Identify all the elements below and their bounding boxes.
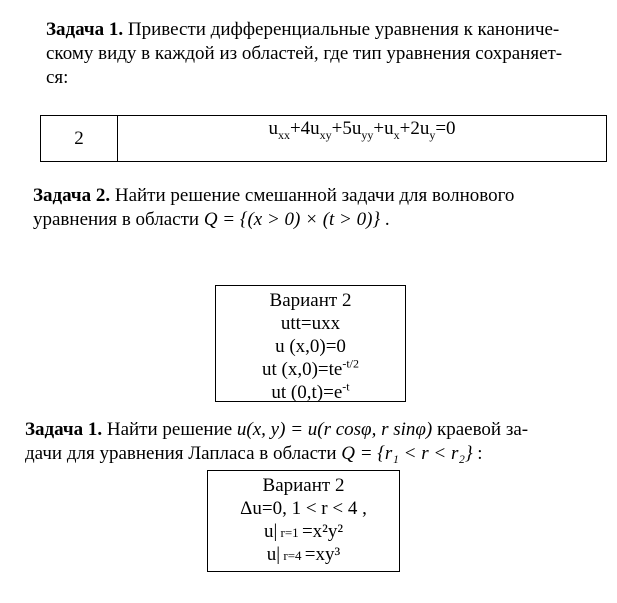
wave-equation: utt=uxx <box>280 313 341 334</box>
sub-xy: xy <box>319 127 332 142</box>
initial-condition-2 <box>216 358 405 381</box>
equation-end: =0 <box>435 118 456 139</box>
task1-line3: ся: <box>46 67 69 88</box>
variant-box-laplace <box>207 470 400 572</box>
task2-label: Задача 2. <box>33 185 111 206</box>
task3-line2: дачи для уравнения Лапласа в области <box>25 443 342 464</box>
task1-label: Задача 1. <box>46 19 124 40</box>
boundary-r4 <box>208 543 399 566</box>
task3-text <box>25 418 585 466</box>
bc-exponent: -t <box>342 379 350 394</box>
br4-rhs: =xy³ <box>304 544 341 565</box>
ic2-base: ut (x,0)=te <box>261 359 343 380</box>
task3-line1: Найти решение <box>102 419 237 440</box>
task3-line2-end: : <box>472 443 483 464</box>
sub-y: y <box>429 127 436 142</box>
br1-cond: r=1 <box>277 525 302 540</box>
boundary-condition <box>216 381 405 404</box>
variant-title: Вариант 2 <box>269 290 352 311</box>
task1-text <box>46 18 576 90</box>
task2-line2: уравнения в области <box>33 209 204 230</box>
variant-number-cell: 2 <box>41 116 118 161</box>
bc-base: ut (0,t)=e <box>271 382 343 403</box>
sub-yy: yy <box>361 127 374 142</box>
equation-term2: +4u <box>289 118 320 139</box>
equation-term4: +u <box>373 118 394 139</box>
task3-label: Задача 1. <box>25 419 103 440</box>
task2-line2-end: . <box>380 209 390 230</box>
initial-condition-1: u (x,0)=0 <box>275 336 346 357</box>
task3-domain-formula: Q = {r₁ < r < r₂} <box>341 443 473 464</box>
task3-solution-formula: u(x, y) = u(r cosφ, r sinφ) <box>236 419 433 440</box>
boundary-r1 <box>208 520 399 543</box>
task3-line1-end: краевой за- <box>432 419 529 440</box>
sub-x: x <box>393 127 400 142</box>
task2-text <box>33 184 589 232</box>
ic2-exponent: -t/2 <box>342 356 360 371</box>
br4-prefix: u| <box>266 544 281 565</box>
equation-term3: +5u <box>331 118 362 139</box>
sub-xx: xx <box>277 127 290 142</box>
br4-cond: r=4 <box>280 548 305 563</box>
equation-cell <box>118 118 606 140</box>
task2-line1: Найти решение смешанной задачи для волнового <box>110 185 515 206</box>
br1-rhs: =x²y² <box>301 521 344 542</box>
task1-line1: Привести дифференциальные уравнения к канониче- <box>123 19 560 40</box>
task2-domain-formula: Q = {(x > 0) × (t > 0)} <box>203 209 381 230</box>
equation-term5: +2u <box>399 118 430 139</box>
variant-title-2: Вариант 2 <box>262 475 345 496</box>
br1-prefix: u| <box>263 521 278 542</box>
laplace-equation: Δu=0, 1 < r < 4 , <box>240 498 367 519</box>
task1-line2: скому виду в каждой из областей, где тип уравнения сохраняет- <box>46 43 563 64</box>
equation-table <box>40 115 607 162</box>
variant-box-wave <box>215 285 406 402</box>
equation-u: u <box>268 118 278 139</box>
